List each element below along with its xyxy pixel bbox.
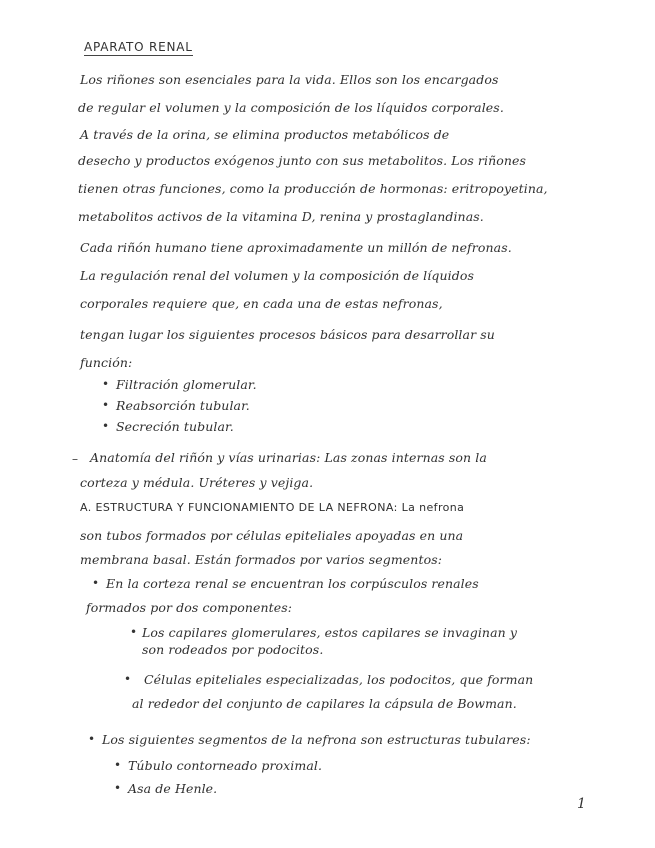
intro-line: de regular el volumen y la composición de los líquidos corporales. <box>78 100 504 115</box>
process-item: Reabsorción tubular. <box>116 398 250 413</box>
bullet-icon: • <box>88 732 96 746</box>
bullet-icon: • <box>92 576 100 590</box>
nephron-line: Cada riñón humano tiene aproximadamente un millón de nefronas. <box>80 240 512 255</box>
segment-item: Túbulo contorneado proximal. <box>128 758 323 773</box>
nephron-line: La regulación renal del volumen y la composición de líquidos <box>80 268 474 283</box>
page-title: APARATO RENAL <box>84 40 193 54</box>
section-a-line: membrana basal. Están formados por varios segmentos: <box>80 552 443 567</box>
nephron-line: función: <box>80 355 133 370</box>
segments-line: Los siguientes segmentos de la nefrona son estructuras tubulares: <box>102 732 531 747</box>
bullet-icon: • <box>102 419 110 433</box>
cortex-line: En la corteza renal se encuentran los corpúsculos renales <box>106 576 479 591</box>
dash-icon: – <box>72 452 78 466</box>
bullet-icon: • <box>114 758 122 772</box>
intro-line: tienen otras funciones, como la producción de hormonas: eritropoyetina, <box>78 181 548 196</box>
podocytes-line: al rededor del conjunto de capilares la cápsula de Bowman. <box>132 696 517 711</box>
anatomy-line: Anatomía del riñón y vías urinarias: Las zonas internas son la <box>90 450 487 465</box>
section-a-line: A. ESTRUCTURA Y FUNCIONAMIENTO DE LA NEFRONA: La nefrona <box>80 501 465 514</box>
intro-line: metabolitos activos de la vitamina D, renina y prostaglandinas. <box>78 209 484 224</box>
bullet-icon: • <box>124 672 132 686</box>
bullet-icon: • <box>130 625 138 639</box>
capillaries-line: Los capilares glomerulares, estos capilares se invaginan y <box>142 625 518 640</box>
page-number: 1 <box>577 796 586 812</box>
nephron-line: tengan lugar los siguientes procesos básicos para desarrollar su <box>80 327 495 342</box>
podocytes-line: Células epiteliales especializadas, los podocitos, que forman <box>144 672 534 687</box>
cortex-line: formados por dos componentes: <box>86 600 293 615</box>
bullet-icon: • <box>114 781 122 795</box>
intro-line: A través de la orina, se elimina productos metabólicos de <box>80 127 450 142</box>
capillaries-line: son rodeados por podocitos. <box>142 642 324 657</box>
intro-line: desecho y productos exógenos junto con sus metabolitos. Los riñones <box>78 153 527 168</box>
process-item: Filtración glomerular. <box>116 377 257 392</box>
nephron-line: corporales requiere que, en cada una de estas nefronas, <box>80 296 443 311</box>
intro-line: Los riñones son esenciales para la vida. Ellos son los encargados <box>80 72 499 87</box>
section-a-line: son tubos formados por células epiteliales apoyadas en una <box>80 528 464 543</box>
process-item: Secreción tubular. <box>116 419 234 434</box>
segment-item: Asa de Henle. <box>128 781 218 796</box>
bullet-icon: • <box>102 398 110 412</box>
anatomy-line: corteza y médula. Uréteres y vejiga. <box>80 475 314 490</box>
bullet-icon: • <box>102 377 110 391</box>
